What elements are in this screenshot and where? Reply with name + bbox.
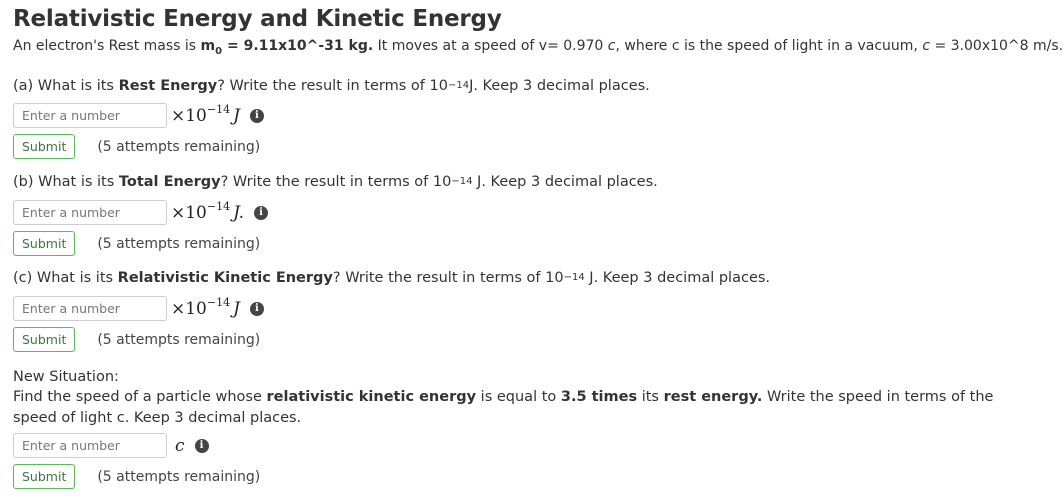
exponent: −14 [451, 176, 473, 187]
situation-keyword: rest energy. [663, 389, 763, 405]
unit-joule: J [233, 298, 240, 319]
c-symbol: c [607, 38, 616, 54]
mass-subscript: 0 [215, 45, 223, 57]
question-keyword: Rest Energy [118, 78, 218, 94]
info-icon[interactable]: i [250, 302, 264, 316]
submit-row-b [13, 231, 260, 256]
question-text: ? Write the result in terms of 10 [217, 78, 448, 94]
mass-value: = 9.11x10^-31 kg. [222, 38, 374, 54]
unit-joule: J [233, 105, 240, 126]
unit-exponent: −14 [206, 296, 231, 309]
info-icon[interactable]: i [254, 206, 268, 220]
submit-row-a [13, 134, 260, 159]
unit-label [171, 103, 240, 126]
answer-input-b[interactable] [13, 200, 167, 225]
question-text: J. Keep 3 decimal places. [469, 78, 650, 94]
intro-speed-text: It moves at a speed of v= 0.970 [373, 38, 608, 54]
answer-input-speed[interactable] [13, 433, 167, 458]
question-text: ? Write the result in terms of 10 [220, 174, 452, 190]
unit-base: ×10 [171, 105, 207, 126]
attempts-remaining: (5 attempts remaining) [97, 468, 261, 485]
unit-exponent: −14 [206, 103, 231, 116]
situation-keyword: 3.5 times [560, 389, 638, 405]
c-symbol: c [922, 38, 931, 54]
situation-text: Write the speed in terms of the speed of light c. Keep 3 decimal places. [13, 389, 994, 426]
unit-joule: J. [233, 202, 245, 223]
submit-button-c[interactable]: Submit [13, 327, 75, 352]
attempts-remaining: (5 attempts remaining) [97, 235, 261, 252]
answer-row-a [13, 103, 264, 128]
situation-text: its [637, 389, 664, 405]
answer-input-a[interactable] [13, 103, 167, 128]
new-situation-heading: New Situation: [13, 369, 119, 385]
submit-button-b[interactable]: Submit [13, 231, 75, 256]
c-value: = 3.00x10^8 m/s. [930, 38, 1063, 54]
submit-row-speed [13, 464, 260, 489]
unit-label [171, 296, 240, 319]
unit-base: ×10 [171, 202, 207, 223]
question-text: (c) What is its [13, 270, 118, 286]
info-icon[interactable]: i [250, 109, 264, 123]
question-text: J. Keep 3 decimal places. [584, 270, 771, 286]
situation-keyword: relativistic kinetic energy [266, 389, 477, 405]
submit-button-speed[interactable]: Submit [13, 464, 75, 489]
question-b-text [13, 174, 658, 190]
unit-base: ×10 [171, 298, 207, 319]
answer-row-c [13, 296, 264, 321]
question-text: ? Write the result in terms of 10 [332, 270, 564, 286]
unit-exponent: −14 [206, 200, 231, 213]
intro-c-text: , where c is the speed of light in a vacuum, [615, 38, 923, 54]
situation-text: Find the speed of a particle whose [13, 389, 267, 405]
answer-row-b [13, 200, 268, 225]
submit-row-c [13, 327, 260, 352]
question-keyword: Total Energy [118, 174, 221, 190]
exponent: −14 [563, 272, 585, 283]
info-icon[interactable]: i [195, 439, 209, 453]
answer-input-c[interactable] [13, 296, 167, 321]
question-text: J. Keep 3 decimal places. [472, 174, 658, 190]
new-situation-text [13, 387, 1003, 429]
page-title: Relativistic Energy and Kinetic Energy [13, 6, 502, 32]
attempts-remaining: (5 attempts remaining) [97, 138, 261, 155]
question-keyword: Relativistic Kinetic Energy [117, 270, 333, 286]
unit-label [171, 200, 245, 223]
question-a-text [13, 78, 650, 94]
exponent: −14 [447, 80, 470, 91]
submit-button-a[interactable]: Submit [13, 134, 75, 159]
question-text: (a) What is its [13, 78, 119, 94]
unit-label [171, 436, 185, 456]
situation-text: is equal to [476, 389, 561, 405]
problem-intro [13, 38, 1063, 57]
mass-symbol: m [200, 38, 216, 54]
question-text: (b) What is its [13, 174, 119, 190]
attempts-remaining: (5 attempts remaining) [97, 331, 261, 348]
answer-row-speed [13, 433, 209, 458]
question-c-text [13, 270, 770, 286]
intro-text: An electron's Rest mass is [13, 38, 201, 54]
unit-c: c [175, 435, 185, 456]
